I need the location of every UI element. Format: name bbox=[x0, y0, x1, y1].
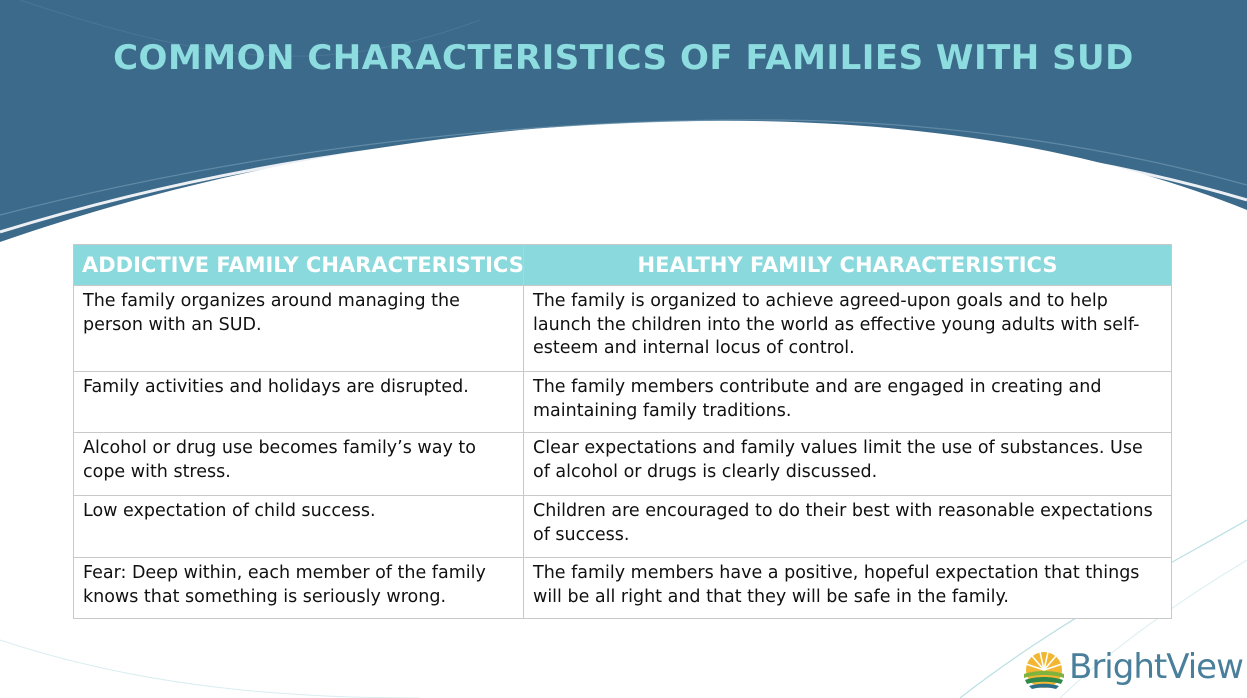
addictive-cell: Family activities and holidays are disrupted. bbox=[74, 372, 524, 433]
table-row bbox=[74, 372, 1172, 433]
healthy-cell: Clear expectations and family values limit the use of substances. Use of alcohol or drugs is clearly discussed. bbox=[524, 433, 1172, 496]
header-healthy: HEALTHY FAMILY CHARACTERISTICS bbox=[524, 245, 1172, 286]
table-header-row bbox=[74, 245, 1172, 286]
brightview-logo-text: BrightView bbox=[1069, 647, 1243, 687]
table-row bbox=[74, 496, 1172, 558]
healthy-cell: The family members contribute and are engaged in creating and maintaining family traditions. bbox=[524, 372, 1172, 433]
healthy-cell: Children are encouraged to do their best with reasonable expectations of success. bbox=[524, 496, 1172, 558]
characteristics-table bbox=[73, 244, 1172, 619]
addictive-cell: The family organizes around managing the person with an SUD. bbox=[74, 286, 524, 372]
table-row bbox=[74, 433, 1172, 496]
table-row bbox=[74, 558, 1172, 619]
healthy-cell: The family members have a positive, hopeful expectation that things will be all right and that they will be safe in the family. bbox=[524, 558, 1172, 619]
header-addictive: ADDICTIVE FAMILY CHARACTERISTICS bbox=[74, 245, 524, 286]
page-title: COMMON CHARACTERISTICS OF FAMILIES WITH SUD bbox=[113, 38, 1134, 78]
addictive-cell: Fear: Deep within, each member of the family knows that something is seriously wrong. bbox=[74, 558, 524, 619]
addictive-cell: Alcohol or drug use becomes family’s way to cope with stress. bbox=[74, 433, 524, 496]
table-row bbox=[74, 286, 1172, 372]
healthy-cell: The family is organized to achieve agreed-upon goals and to help launch the children into the world as effective young adults with self-esteem and internal locus of control. bbox=[524, 286, 1172, 372]
addictive-cell: Low expectation of child success. bbox=[74, 496, 524, 558]
